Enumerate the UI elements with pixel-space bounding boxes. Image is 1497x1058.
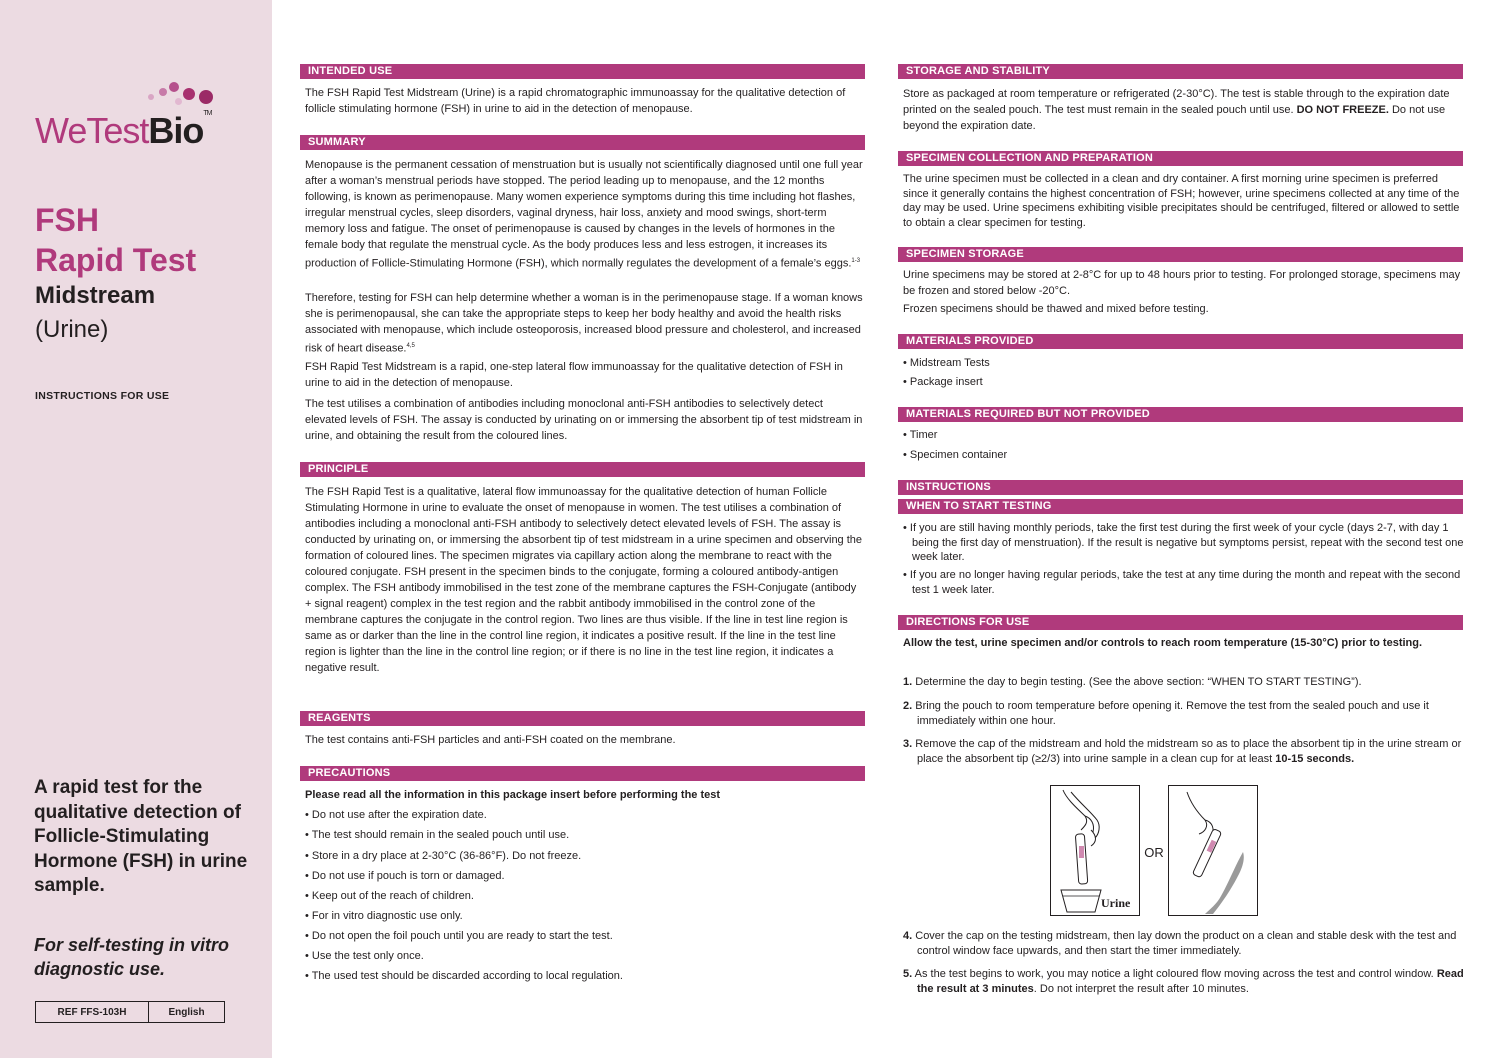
reagents-heading: REAGENTS — [300, 711, 865, 726]
precautions-heading: PRECAUTIONS — [300, 766, 865, 781]
direction-step-1: 1. Determine the day to begin testing. (See the above section: “WHEN TO START TESTING”). — [903, 676, 1362, 688]
precaution-item: • For in vitro diagnostic use only. — [305, 910, 463, 922]
materials-required-heading: MATERIALS REQUIRED BUT NOT PROVIDED — [898, 407, 1463, 422]
intended-use-heading: INTENDED USE — [300, 64, 865, 79]
direction-step-3: 3. Remove the cap of the midstream and hold the midstream so as to place the absorbent tip in the urine stream or place the absorbent tip (≥2/3) into urine sample in a clean cup for at least 10-15 seconds. — [903, 738, 1462, 765]
when-to-start-item: • If you are still having monthly periods, take the first test during the first week of your cycle (days 2-7, with day 1 being the first day of menstruation). If the result is negative but symptoms persist, repeat with the second test one week later. — [903, 522, 1464, 563]
intended-use-text: The FSH Rapid Test Midstream (Urine) is a rapid chromatographic immunoassay for the qualitative detection of follicle stimulating hormone (FSH) in urine to aid in the detection of menopause. — [305, 87, 846, 115]
summary-paragraph-4: The test utilises a combination of antibodies including monoclonal anti-FSH antibodies to selectively detect elevated levels of FSH. The assay is conducted by urinating on or immersing the absorbent tip of test midstream in urine, and obtaining the result from the coloured lines. — [305, 398, 863, 442]
when-to-start-item: • If you are no longer having regular periods, take the test at any time during the month and repeat with the second test 1 week later. — [903, 569, 1461, 596]
wetestbio-logo: WeTestBio™ — [35, 80, 265, 150]
product-sample-type: (Urine) — [35, 316, 109, 343]
when-to-start-heading: WHEN TO START TESTING — [898, 499, 1463, 514]
urine-label: Urine — [1101, 896, 1131, 910]
summary-paragraph-3: FSH Rapid Test Midstream is a rapid, one-step lateral flow immunoassay for the qualitative detection of FSH in urine to aid in the detection of menopause. — [305, 361, 843, 389]
storage-heading: STORAGE AND STABILITY — [898, 64, 1463, 79]
material-required-item: • Specimen container — [903, 449, 1008, 461]
hand-stream-icon — [1169, 786, 1257, 915]
precautions-lead: Please read all the information in this package insert before performing the test — [305, 789, 721, 801]
precaution-item: • Do not use after the expiration date. — [305, 809, 487, 821]
urine-cup-illustration — [1050, 785, 1140, 916]
precaution-item: • Do not use if pouch is torn or damaged. — [305, 870, 505, 882]
language: English — [168, 1006, 205, 1018]
or-label: OR — [1144, 845, 1164, 860]
specimen-collection-heading: SPECIMEN COLLECTION AND PREPARATION — [898, 151, 1463, 166]
product-title: FSH Rapid Test — [35, 202, 197, 278]
direction-step-4: 4. Cover the cap on the testing midstream, then lay down the product on a clean and stable desk with the test and control window face upwards, and then start the timer immediately. — [903, 930, 1457, 957]
specimen-storage-heading: SPECIMEN STORAGE — [898, 247, 1463, 262]
tagline-italic: For self-testing in vitro diagnostic use. — [34, 935, 230, 979]
midstream-illustration — [1050, 785, 1258, 916]
storage-text: Store as packaged at room temperature or refrigerated (2-30°C). The test is stable through to the expiration date printed on the sealed pouch. The test must remain in the sealed pouch until use. DO NOT FREEZE. Do not use beyond the expiration date. — [903, 88, 1450, 132]
direction-step-5: 5. As the test begins to work, you may notice a light coloured flow moving across the test and control window. Read the result at 3 minutes. Do not interpret the result after 10 minutes. — [903, 968, 1464, 995]
precaution-item: • Use the test only once. — [305, 950, 424, 962]
materials-provided-heading: MATERIALS PROVIDED — [898, 334, 1463, 349]
precaution-item: • The used test should be discarded according to local regulation. — [305, 970, 623, 982]
specimen-collection-text: The urine specimen must be collected in a clean and dry container. A first morning urine specimen is preferred since it generally contains the highest concentration of FSH; however, urine specimens collected at any time of the day may be used. Urine specimens exhibiting visible precipitates should be centrifuged, filtered or allowed to settle to obtain a clear specimen for testing. — [903, 173, 1460, 229]
directions-lead: Allow the test, urine specimen and/or controls to reach room temperature (15-30°C) prior to testing. — [903, 637, 1423, 649]
summary-paragraph-2: Therefore, testing for FSH can help determine whether a woman is in the perimenopause stage. If a woman knows she is perimenopausal, she can take the appropriate steps to keep her body healthy and avoid the health risks associated with menopause, which include osteoporosis, increased blood pressure and cholesterol, and increased risk of heart disease.$^{4,5}$ — [305, 292, 863, 355]
precaution-item: • Keep out of the reach of children. — [305, 890, 474, 902]
tagline: A rapid test for the qualitative detection of Follicle-Stimulating Hormone (FSH) in urine sample. — [34, 777, 248, 896]
urine-stream-illustration — [1168, 785, 1258, 916]
summary-paragraph-1: Menopause is the permanent cessation of menstruation but is usually not scientifically diagnosed until one full year after a woman’s menstrual periods have stopped. The period leading up to menopause, and the 12 months following, is known as perimenopause. Many women experience symptoms during this time including hot flashes, irregular menstrual cycles, sleep disorders, vaginal dryness, hair loss, anxiety and mood swings, short-term memory loss and fatigue. The onset of perimenopause is caused by changes in the levels of hormones in the female body that regulate the menstrual cycle. As the body produces less and less estrogen, it increases its production of Follicle-Stimulating Hormone (FSH), which normally regulates the development of a female’s eggs.$^{1-3}$ — [305, 159, 863, 270]
product-subtitle: Midstream — [35, 282, 156, 309]
precaution-item: • Do not open the foil pouch until you are ready to start the test. — [305, 930, 613, 942]
instructions-heading: INSTRUCTIONS — [898, 480, 1463, 495]
specimen-storage-p1: Urine specimens may be stored at 2-8°C for up to 48 hours prior to testing. For prolonged storage, specimens may be frozen and stored below -20°C. — [903, 269, 1461, 297]
material-item: • Midstream Tests — [903, 357, 990, 369]
directions-heading: DIRECTIONS FOR USE — [898, 615, 1463, 630]
sidebar — [0, 0, 272, 1058]
material-required-item: • Timer — [903, 429, 938, 441]
precaution-item: • Store in a dry place at 2-30°C (36-86°F). Do not freeze. — [305, 850, 582, 862]
instructions-label: INSTRUCTIONS FOR USE — [35, 390, 170, 402]
principle-heading: PRINCIPLE — [300, 462, 865, 477]
reagents-text: The test contains anti-FSH particles and anti-FSH coated on the membrane. — [305, 734, 676, 746]
direction-step-2: 2. Bring the pouch to room temperature before opening it. Remove the test from the sealed pouch and use it immediately within one hour. — [903, 700, 1429, 727]
principle-text: The FSH Rapid Test is a qualitative, lateral flow immunoassay for the qualitative detection of human Follicle Stimulating Hormone in urine to evaluate the onset of menopause in women. The test utilises a combination of antibodies including a monoclonal anti-FSH antibody to selectively detect elevated levels of FSH. The assay is conducted by urinating on, or immersing the absorbent tip of test midstream in a urine specimen and observing the formation of coloured lines. The specimen migrates via capillary action along the membrane to react with the coloured conjugate. FSH present in the specimen binds to the conjugate, forming a coloured antibody-antigen complex. The FSH antibody immobilised in the test zone of the membrane captures the FSH-Conjugate (antibody + signal reagent) complex in the test region and the rabbit antibody immobilised in the control zone of the membrane captures the conjugate in the control region. Two lines are thus visible. If the line in test line region is same as or darker than the line in the control line region, it indicates a positive result. If the line in the test line region is lighter than the line in the control line region; or if there is no line in the test line region, it indicates a negative result. — [305, 486, 863, 674]
ref-number: REF FFS-103H — [36, 1002, 149, 1022]
precaution-item: • The test should remain in the sealed pouch until use. — [305, 829, 570, 841]
ref-table — [35, 1001, 225, 1023]
material-item: • Package insert — [903, 376, 983, 388]
summary-heading: SUMMARY — [300, 135, 865, 150]
specimen-storage-p2: Frozen specimens should be thawed and mixed before testing. — [903, 303, 1209, 315]
